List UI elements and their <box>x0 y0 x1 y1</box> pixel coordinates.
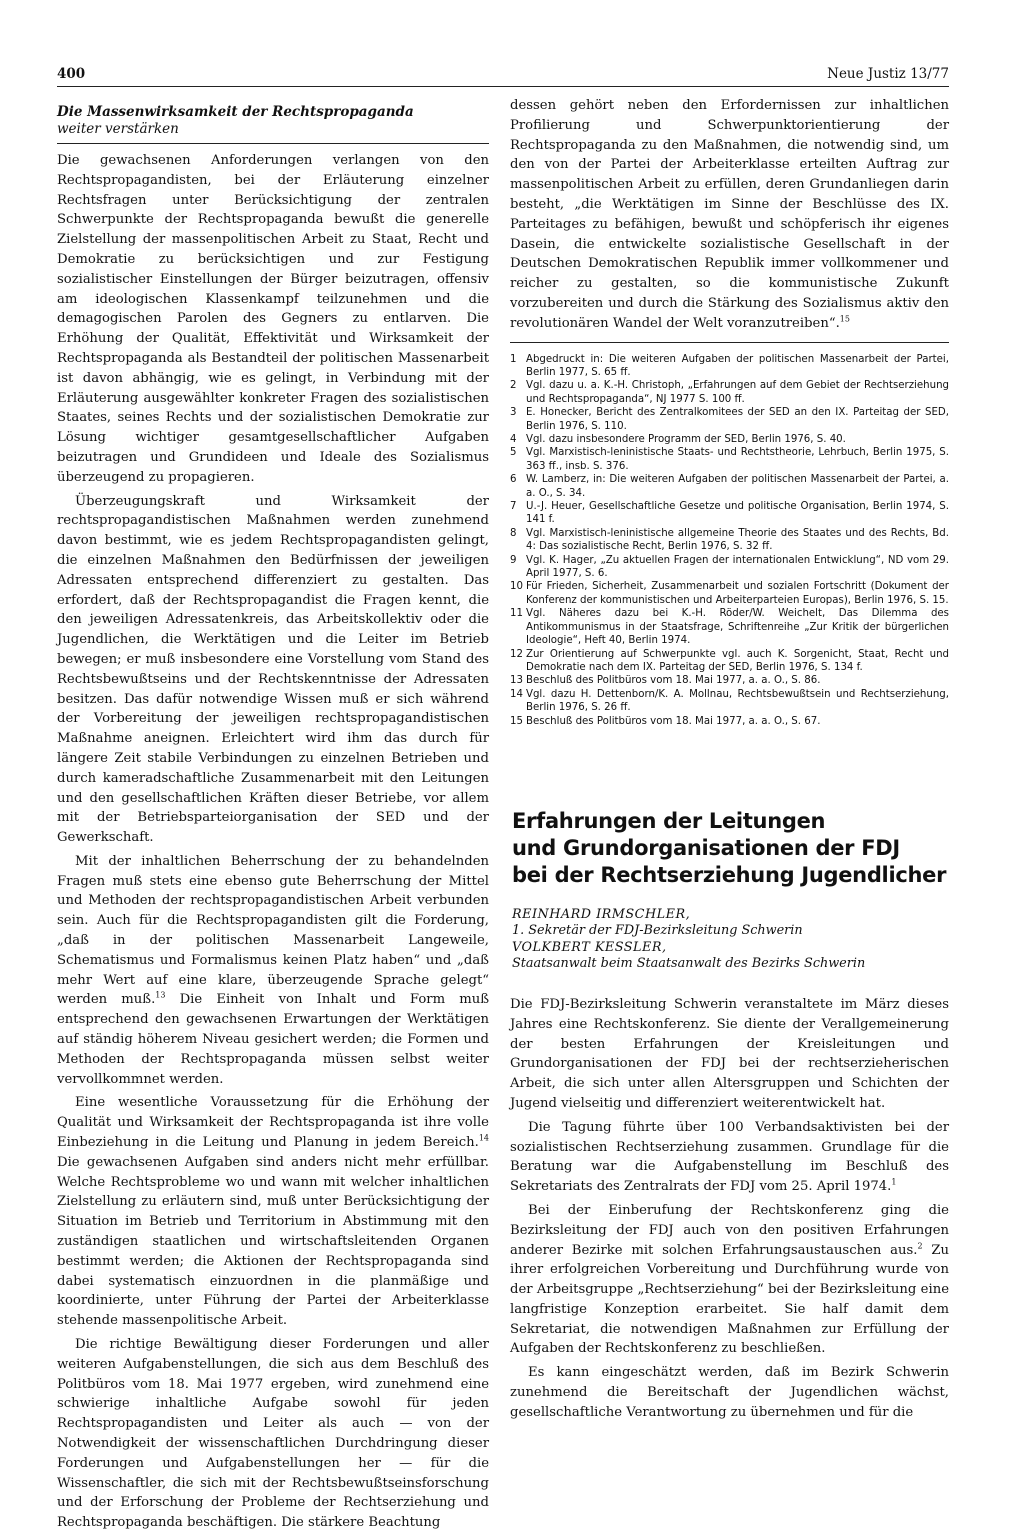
author-role: 1. Sekretär der FDJ-Bezirksleitung Schwerin <box>512 923 803 939</box>
journal-issue: Neue Justiz 13/77 <box>827 66 949 82</box>
footnote-text: Vgl. dazu u. a. K.-H. Christoph, „Erfahrungen auf dem Gebiet der Rechtserziehung und Rechtspropaganda“, NJ 1977 S. 100 ff. <box>526 380 949 405</box>
paragraph <box>57 852 489 1090</box>
section-heading-subtitle: weiter verstärken <box>57 121 179 137</box>
footnote <box>510 433 949 446</box>
page-header <box>57 66 949 88</box>
right-continuation <box>510 96 949 334</box>
footnote-text: Abgedruckt in: Die weiteren Aufgaben der politischen Massenarbeit der Partei, Berlin 1977, S. 65 ff. <box>526 353 949 378</box>
paragraph-text: dessen gehört neben den Erfordernissen zur inhaltlichen Profilierung und Schwerpunktorientierung der Rechtspropaganda zu den Maßnahmen, die notwendig sind, um den von der Partei der Arbeiterklasse erteilten Auftrag zur massenpolitischen Arbeit zu erfüllen, deren Grundanliegen darin besteht, „die Werktätigen im Sinne der Beschlüsse des IX. Parteitages zu befähigen, bewußt und schöpferisch ihr eigenes Dasein, die entwickelte sozialistische Gesellschaft in der Deutschen Demokratischen Republik immer vollkommener und reicher zu gestalten, so die kommunistische Zukunft vorzubereiten und durch die Stärkung des Sozialismus aktiv den revolutionären Wandel der Welt voranzutreiben“. <box>510 98 949 331</box>
article-title <box>512 808 949 889</box>
footnote <box>510 446 949 473</box>
footnote <box>510 473 949 500</box>
footnote <box>510 500 949 527</box>
left-column <box>57 92 489 1533</box>
footnote-number: 2 <box>510 380 517 392</box>
left-body <box>57 151 489 1533</box>
footnote <box>510 688 949 715</box>
footnote-number: 12 <box>510 648 523 660</box>
footnote-text: E. Honecker, Bericht des Zentralkomitees der SED an den IX. Parteitag der SED, Berlin 1976, S. 110. <box>526 407 949 432</box>
footnote-text: Zur Orientierung auf Schwerpunkte vgl. auch K. Sorgenicht, Staat, Recht und Demokratie nach dem IX. Parteitag der SED, Berlin 1976, S. 134 f. <box>526 648 949 673</box>
footnote-text: Vgl. Näheres dazu bei K.-H. Röder/W. Weichelt, Das Dilemma des Antikommunismus in der Staatsfrage, Schriftenreihe „Zur Kritik der bürgerlichen Ideologie“, Heft 40, Berlin 1974. <box>526 608 949 647</box>
footnote-ref: 14 <box>478 1133 489 1143</box>
footnote-text: Beschluß des Politbüros vom 18. Mai 1977, a. a. O., S. 86. <box>526 675 821 687</box>
article-title-line: bei der Rechtserziehung Jugendlicher <box>512 862 947 887</box>
footnote-number: 6 <box>510 474 517 486</box>
footnote-ref: 15 <box>839 314 850 324</box>
article-title-line: Erfahrungen der Leitungen <box>512 808 826 833</box>
paragraph: Es kann eingeschätzt werden, daß im Bezirk Schwerin zunehmend die Bereitschaft der Jugendlichen wächst, gesellschaftliche Verantwortung zu übernehmen und für die <box>510 1365 949 1420</box>
section-heading-title: Die Massenwirksamkeit der Rechtspropaganda <box>57 104 414 120</box>
paragraph-text: Zu ihrer erfolgreichen Vorbereitung und Durchführung wurde von der Arbeitsgruppe „Rechtserziehung“ bei der Bezirksleitung eine langfristige Konzeption erarbeitet. Sie half damit dem Sekretariat, die notwendigen Maßnahmen zur Erfüllung der Aufgaben der Rechtskonferenz zu beschließen. <box>510 1242 949 1357</box>
footnote-text: Vgl. Marxistisch-leninistische Staats- und Rechtstheorie, Lehrbuch, Berlin 1975, S. 363 ff., insb. S. 376. <box>526 447 949 472</box>
author-name: REINHARD IRMSCHLER, <box>512 906 691 922</box>
footnote <box>510 715 949 728</box>
paragraph: Die FDJ-Bezirksleitung Schwerin veranstaltete im März dieses Jahres eine Rechtskonferenz. Sie diente der Verallgemeinerung der besten Erfahrungen der Kreisleitungen und Grundorganisationen der FDJ bei der rechtserzieherischen Arbeit, die sich unter allen Altersgruppen und Schichten der Jugend vielseitig und differenziert weiterentwickelt hat. <box>510 996 949 1111</box>
footnote <box>510 353 949 380</box>
footnote-ref: 1 <box>891 1177 897 1187</box>
header-rule <box>57 86 949 87</box>
footnote <box>510 527 949 554</box>
footnote-number: 8 <box>510 527 517 539</box>
footnote-text: Vgl. Marxistisch-leninistische allgemeine Theorie des Staates und des Rechts, Bd. 4: Das sozialistische Recht, Berlin 1976, S. 32 ff. <box>526 527 949 553</box>
paragraph: Überzeugungskraft und Wirksamkeit der rechtspropagandistischen Maßnahmen werden zunehmend davon bestimmt, wie es jedem Rechtspropagandisten gelingt, die einzelnen Maßnahmen den Bedürfnissen der jeweiligen Adressaten entsprechend differenziert zu gestalten. Das erfordert, daß der Rechtspropagandist die Fragen kennt, die den jeweiligen Adressatenkreis, das Arbeitskollektiv oder die Jugendlichen, die Werktätigen und die Leiter im Betrieb bewegen; er muß insbesondere eine Vorstellung vom Stand des Rechtsbewußtseins und der Rechtskenntnisse der Adressaten besitzen. Das dafür notwendige Wissen muß er sich während der Vorbereitung der jeweiligen rechtspropagandistischen Maßnahme aneignen. Erleichtert wird ihm das durch für längere Zeit stabile Verbindungen zu einzelnen Betrieben und durch kameradschaftliche Zusammenarbeit mit den Leitungen und den gesellschaftlichen Kräften dieser Betriebe, vor allem mit der Betriebsparteiorganisation der SED und der Gewerkschaft. <box>57 493 489 846</box>
footnote-number: 4 <box>510 434 517 445</box>
footnotes-list <box>510 353 949 728</box>
author-name: VOLKBERT KESSLER, <box>512 939 667 955</box>
right-column <box>510 96 949 1423</box>
footnote-number: 7 <box>510 501 517 513</box>
footnote <box>510 379 949 406</box>
footnote-text: Beschluß des Politbüros vom 18. Mai 1977, a. a. O., S. 67. <box>526 715 821 727</box>
author-role: Staatsanwalt beim Staatsanwalt des Bezirks Schwerin <box>512 956 866 972</box>
footnote <box>510 554 949 581</box>
article-body <box>510 995 949 1423</box>
footnote <box>510 406 949 433</box>
paragraph-text: Die gewachsenen Aufgaben sind anders nicht mehr erfüllbar. Welche Rechtsprobleme wo und wann mit welcher inhaltlichen Zielstellung zu erläutern sind, muß unter Berücksichtigung der Situation im Betrieb und Territorium in Abstimmung mit den zuständigen staatlichen und wirtschaftsleitenden Organen bestimmt werden; die Aktionen der Rechtspropaganda sind dabei systematisch einzuordnen in die planmäßige und koordinierte, unter Führung der Partei der Arbeiterklasse stehende massenpolitische Arbeit. <box>57 1154 489 1329</box>
paragraph <box>510 1118 949 1197</box>
paragraph <box>57 1093 489 1331</box>
footnote-text: Vgl. dazu insbesondere Programm der SED, Berlin 1976, S. 40. <box>526 434 846 445</box>
footnote-ref: 2 <box>917 1241 923 1251</box>
paragraph-text: Die Tagung führte über 100 Verbandsaktivisten bei der sozialistischen Rechtserziehung zusammen. Grundlage für die Beratung war die Aufgabenstellung im Beschluß des Sekretariats des Zentralrats der FDJ vom 25. April 1974. <box>510 1119 949 1195</box>
footnote-text: W. Lamberz, in: Die weiteren Aufgaben der politischen Massenarbeit der Partei, a. a. O., S. 34. <box>526 474 949 499</box>
article-title-line: und Grundorganisationen der FDJ <box>512 835 900 860</box>
footnote <box>510 580 949 607</box>
footnote-number: 11 <box>510 608 523 620</box>
footnote-text: Vgl. dazu H. Dettenborn/K. A. Mollnau, Rechtsbewußtsein und Rechtserziehung, Berlin 1976, S. 26 ff. <box>526 688 949 714</box>
footnote-ref: 13 <box>155 991 166 1001</box>
paragraph-text: Eine wesentliche Voraussetzung für die Erhöhung der Qualität und Wirksamkeit der Rechtspropaganda ist ihre volle Einbeziehung in die Leitung und Planung in jedem Bereich. <box>57 1095 489 1151</box>
footnote-number: 9 <box>510 554 517 566</box>
article-authors <box>512 907 949 973</box>
section-heading <box>57 104 489 138</box>
paragraph-text: Die Einheit von Inhalt und Form muß entsprechend den gewachsenen Erwartungen der Werktätigen auf ständig höherem Niveau gesichert werden; die Formen und Methoden der Rechtspropaganda müssen selbst weiter vervollkommnet werden. <box>57 992 490 1087</box>
footnote-number: 10 <box>510 581 523 593</box>
footnote-number: 15 <box>510 715 523 727</box>
footnote-number: 1 <box>510 353 517 365</box>
footnote-number: 13 <box>510 675 523 687</box>
footnote-text: U.-J. Heuer, Gesellschaftliche Gesetze und politische Organisation, Berlin 1974, S. 141 f. <box>526 501 949 526</box>
footnote-text: Für Frieden, Sicherheit, Zusammenarbeit und sozialen Fortschritt (Dokument der Konferenz der kommunistischen und Arbeiterparteien Europas), Berlin 1976, S. 15. <box>526 581 949 606</box>
footnote <box>510 674 949 687</box>
footnote <box>510 648 949 675</box>
paragraph: Die richtige Bewältigung dieser Forderungen und aller weiteren Aufgabenstellungen, die sich aus dem Beschluß des Politbüros vom 18. Mai 1977 ergeben, wird zunehmend eine schwierige inhaltliche Aufgabe sowohl für jeden Rechtspropagandisten und Leiter als auch — von der Notwendigkeit der wissenschaftlichen Durchdringung dieser Forderungen und Aufgabenstellungen her — für die Wissenschaftler, die sich mit der Rechtsbewußtseinsforschung und der Erforschung der Probleme der Rechtserziehung und Rechtspropaganda beschäftigen. Die stärkere Beachtung <box>57 1337 489 1531</box>
paragraph <box>510 1201 949 1359</box>
paragraph-text: Mit der inhaltlichen Beherrschung der zu behandelnden Fragen muß stets eine ebenso gute Beherrschung der Mittel und Methoden der rechtspropagandistischen Arbeit verbunden sein. Auch für die Rechtspropagandisten gilt die Forderung, „daß in der politischen Massenarbeit Langeweile, Schematismus und Formalismus keinen Platz haben“ und „daß mehr Wert auf eine klare, überzeugende Sprache gelegt“ werden muß. <box>57 853 489 1008</box>
footnote-number: 3 <box>510 407 517 419</box>
heading-rule <box>57 143 489 144</box>
footnote-rule <box>510 342 949 343</box>
paragraph <box>510 96 949 334</box>
footnote-number: 5 <box>510 447 517 459</box>
page-number: 400 <box>57 66 86 82</box>
footnote-text: Vgl. K. Hager, „Zu aktuellen Fragen der internationalen Entwicklung“, ND vom 29. April 1977, S. 6. <box>526 554 949 580</box>
paragraph: Die gewachsenen Anforderungen verlangen von den Rechtspropagandisten, bei der Erläuterung einzelner Rechtsfragen unter Berücksichtigung der zentralen Schwerpunkte der Rechtspropaganda bewußt die generelle Zielstellung der massenpolitischen Arbeit zu Staat, Recht und Demokratie zu berücksichtigen und zur Festigung sozialistischer Einstellungen der Bürger beizutragen, offensiv am ideologischen Klassenkampf teilzunehmen und die demagogischen Parolen des Gegners zu entlarven. Die Erhöhung der Qualität, Effektivität und Wirksamkeit der Rechtspropaganda als Bestandteil der politischen Massenarbeit ist davon abhängig, wie es gelingt, in Verbindung mit der Erläuterung ausgewählter konkreter Fragen des sozialistischen Staates, seines Rechts und der sozialistischen Demokratie zur Lösung wichtiger gesamtgesellschaftlicher Aufgaben beizutragen und Grundideen und Ideale des Sozialismus überzeugend zu propagieren. <box>57 153 489 485</box>
paragraph-text: Bei der Einberufung der Rechtskonferenz ging die Bezirksleitung der FDJ auch von den positiven Erfahrungen anderer Bezirke mit solchen Erfahrungsaustauschen aus. <box>510 1202 949 1258</box>
footnote <box>510 607 949 647</box>
footnote-number: 14 <box>510 688 523 700</box>
